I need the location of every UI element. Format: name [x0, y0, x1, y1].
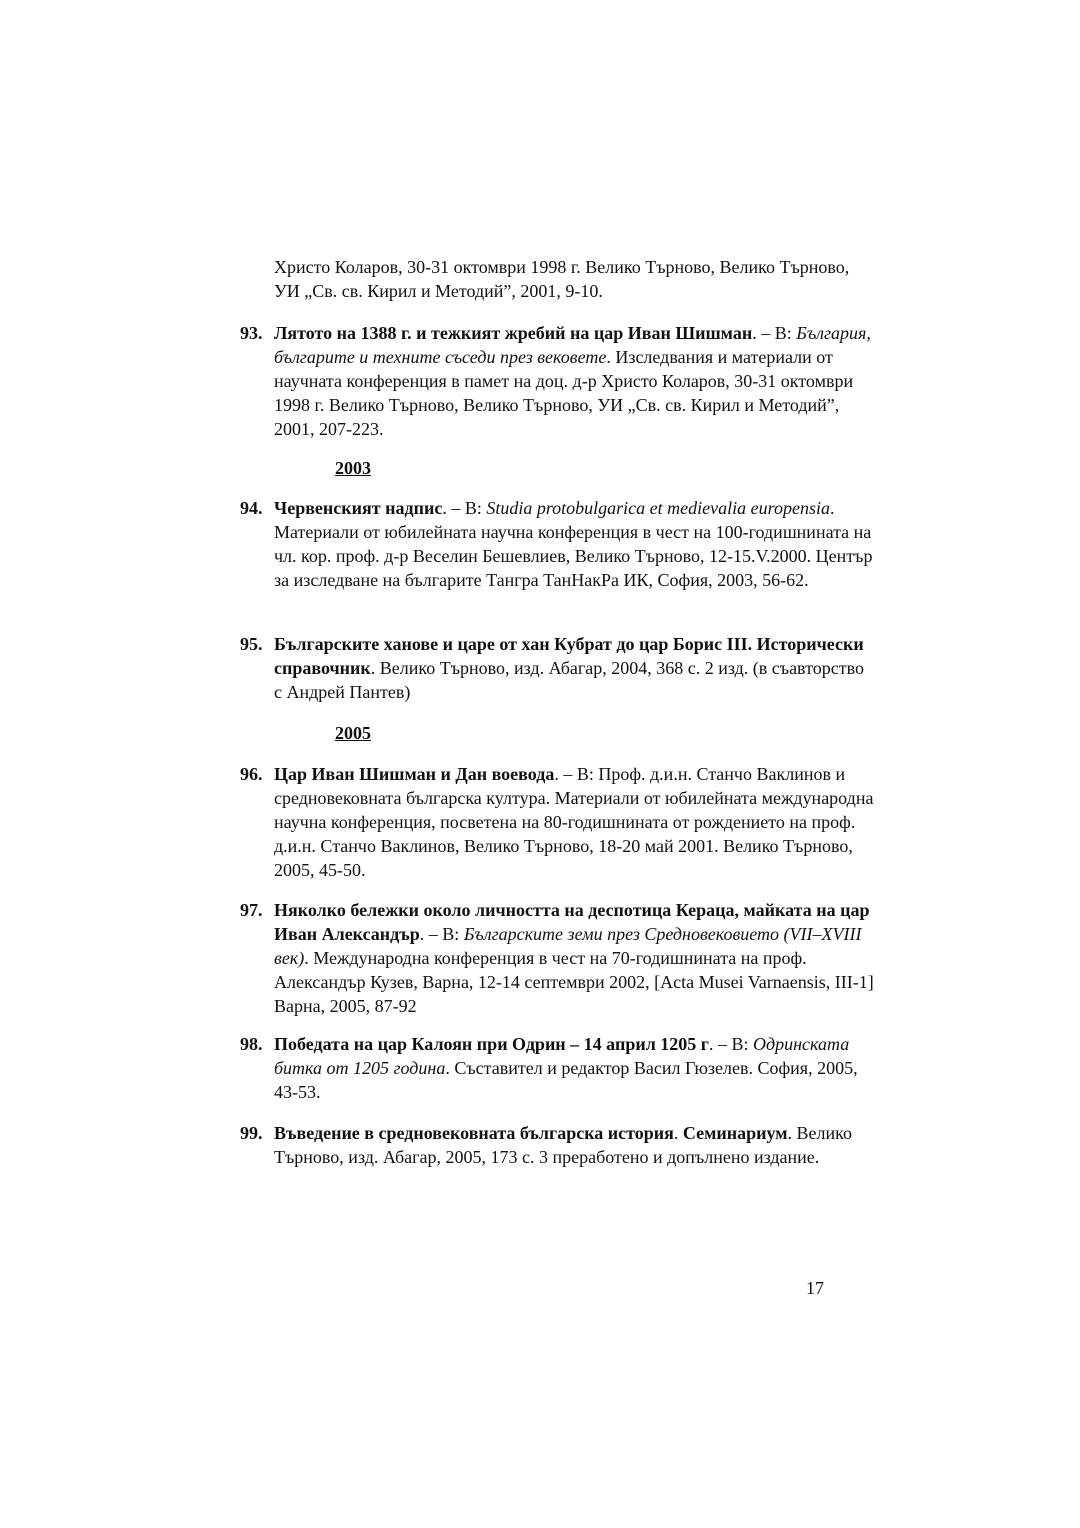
entry-source-title: Studia protobulgarica et medievalia europensia	[486, 498, 830, 518]
entry-title: Въведение в средновековната българска история	[274, 1123, 674, 1143]
entry-separator: . – В:	[752, 323, 797, 343]
entry-source-title: Българските земи през Средновековието (VII–XVIII век)	[274, 924, 862, 968]
entry-body	[274, 632, 874, 704]
bibliography-entry-97	[240, 898, 880, 1018]
page-number: 17	[806, 1278, 824, 1298]
entry-title: Победата на цар Калоян при Одрин – 14 април 1205 г	[274, 1034, 709, 1054]
entry-number: 94.	[240, 498, 263, 518]
entry-details: . Изследвания и материали от научната конференция в памет на доц. д-р Христо Коларов, 30-31 октомври 1998 г. Велико Търново, Велико Търново, УИ „Св. св. Кирил и Методий”, 2001, 207-223.	[274, 347, 854, 439]
entry-body	[274, 762, 874, 882]
entry-details: . Материали от юбилейната научна конференция в чест на 100-годишнината на чл. кор. проф. д-р Веселин Бешевлиев, Велико Търново, 12-15.V.2000. Център за изследване на българите Тангра ТанНакРа ИК, София, 2003, 56-62.	[274, 498, 873, 590]
entry-details: . Съставител и редактор Васил Гюзелев. София, 2005, 43-53.	[274, 1058, 858, 1102]
entry-details: . Велико Търново, изд. Абагар, 2005, 173 с. 3 преработено и допълнено издание.	[274, 1123, 852, 1167]
bibliography-entry-96	[240, 762, 880, 882]
continuation-text: Христо Коларов, 30-31 октомври 1998 г. Велико Търново, Велико Търново, УИ „Св. св. Кирил и Методий”, 2001, 9-10.	[274, 257, 850, 301]
entry-separator: . – В:	[708, 1034, 753, 1054]
entry-separator: . – В:	[419, 924, 464, 944]
entry-number: 99.	[240, 1123, 263, 1143]
entry-title: Българските ханове и царе от хан Кубрат до цар Борис III. Исторически справочник	[274, 634, 864, 678]
entry-separator: .	[673, 1123, 683, 1143]
entry-source-title: България, българите и техните съседи през вековете	[274, 323, 871, 367]
entry-details: . Международна конференция в чест на 70-годишнината на проф. Александър Кузев, Варна, 12-14 септември 2002, [Acta Musei Varnaensis, III-1] Варна, 2005, 87-92	[274, 948, 874, 1016]
entry-details: . – В: Проф. д.и.н. Станчо Ваклинов и средновековната българска култура. Материали от юбилейната международна научна конференция, посветена на 80-годишнината от рождението на проф. д.и.н. Станчо Ваклинов, Велико Търново, 18-20 май 2001. Велико Търново, 2005, 45-50.	[274, 764, 874, 880]
entry-body	[274, 898, 874, 1018]
entry-separator: . – В:	[442, 498, 487, 518]
bibliography-entry-93	[240, 321, 880, 441]
entry-number: 98.	[240, 1034, 263, 1054]
entry-subtitle: Семинариум	[682, 1123, 788, 1143]
entry-title: Цар Иван Шишман и Дан воевода	[274, 764, 555, 784]
entry-title: Червенският надпис	[274, 498, 443, 518]
entry-body	[274, 321, 874, 441]
entry-source-title: Одринската битка от 1205 година	[274, 1034, 850, 1078]
entry-number: 93.	[240, 323, 263, 343]
entry-number: 95.	[240, 634, 263, 654]
entry-title: Лятото на 1388 г. и тежкият жребий на цар Иван Шишман	[274, 323, 753, 343]
entry-body	[274, 1121, 874, 1169]
bibliography-entry-98	[240, 1032, 880, 1104]
entry-title: Няколко бележки около личността на деспотица Кераца, майката на цар Иван Александър	[274, 900, 870, 944]
entry-details: . Велико Търново, изд. Абагар, 2004, 368 с. 2 изд. (в съавторство с Андрей Пантев)	[274, 658, 864, 702]
year-heading-2005: 2005	[335, 723, 371, 743]
entry-body	[274, 1032, 874, 1104]
entry-number: 96.	[240, 764, 263, 784]
bibliography-entry-94	[240, 496, 880, 592]
entry-body	[274, 496, 874, 592]
bibliography-entry-95	[240, 632, 880, 704]
bibliography-entry-99	[240, 1121, 880, 1169]
entry-number: 97.	[240, 900, 263, 920]
year-heading-2003: 2003	[335, 458, 371, 478]
